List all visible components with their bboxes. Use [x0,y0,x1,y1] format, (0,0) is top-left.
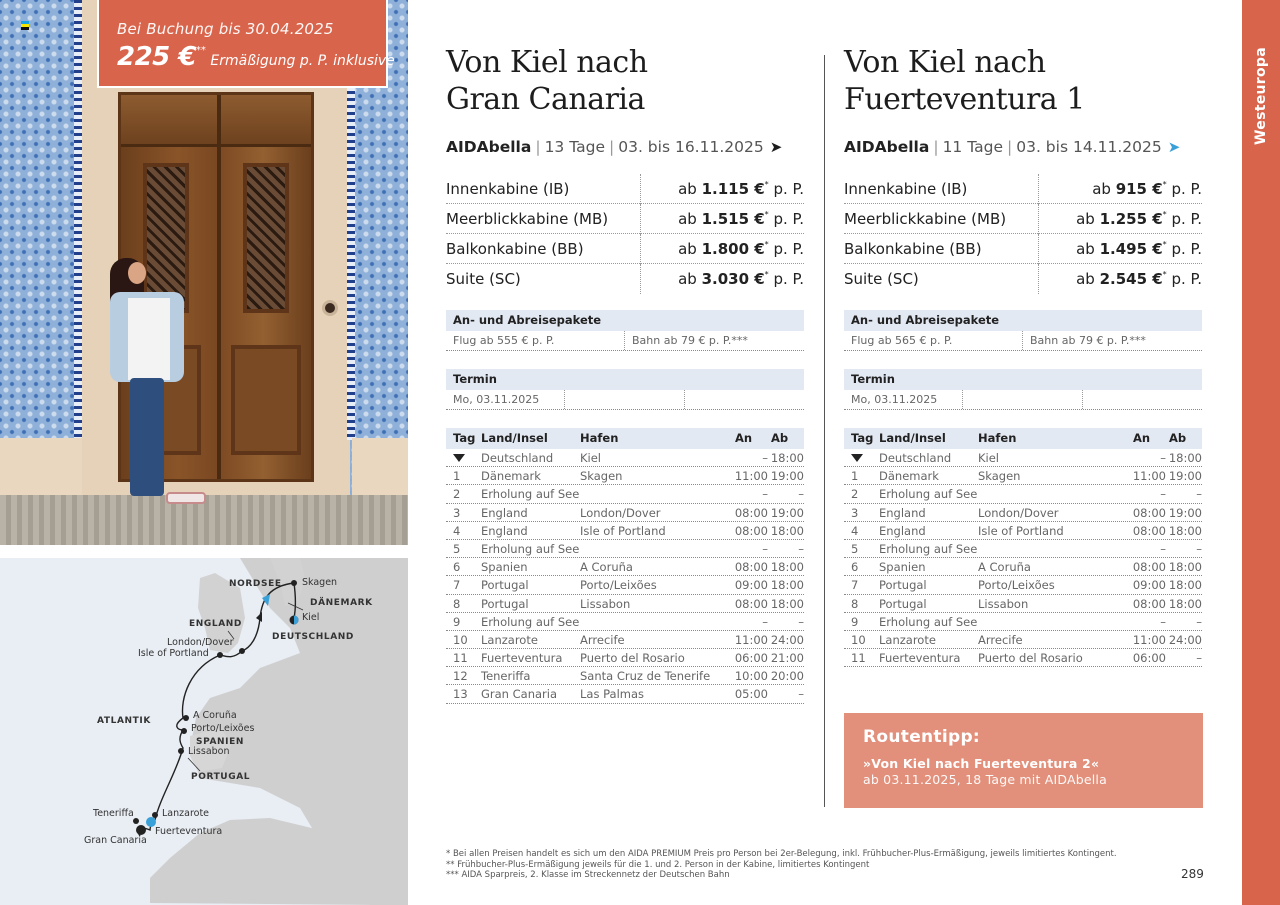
ship-name: AIDAbella [446,138,532,156]
arrival-cell: 08:00 [734,596,768,611]
day-cell: 1 [851,469,859,484]
day-cell: 8 [851,596,859,611]
itinerary-row [844,485,1202,503]
day-cell: 4 [851,523,859,538]
arrow-right-icon[interactable]: ➤ [769,138,783,156]
tile-border [74,0,82,440]
arrival-cell: – [762,451,768,465]
departure-cell: – [1196,651,1202,666]
print-color-mark-icon [21,21,29,30]
country-cell: Portugal [879,596,927,611]
day-cell: 4 [453,523,461,538]
country-cell: Fuerteventura [879,651,961,666]
itinerary-row [446,504,804,522]
departure-cell: 19:00 [1168,505,1202,520]
departure-cell: 19:00 [1168,469,1202,484]
itinerary-row [844,522,1202,540]
route-tip[interactable] [844,713,1203,808]
port-cell [580,485,733,502]
country-cell: Spanien [481,560,528,575]
country-cell: England [481,523,528,538]
day-cell [446,449,481,466]
country-cell: Lanzarote [879,632,936,647]
day-cell: 8 [453,596,461,611]
map-label-deutschland: DEUTSCHLAND [272,632,354,642]
departure-cell: 18:00 [1168,451,1202,465]
map-label-spanien: SPANIEN [196,737,244,747]
ship-info: AIDAbella | 11 Tage | 03. bis 14.11.2025 ➤ [844,138,1181,156]
departure-cell: 18:00 [770,523,804,538]
port-cell [580,540,733,557]
port-cell: Lissabon [580,596,631,611]
port-cell: London/Dover [978,505,1059,520]
day-cell: 6 [453,560,461,575]
map-label-coruna: A Coruña [193,710,237,721]
day-cell: 11 [453,651,468,666]
cruise-gran-canaria [446,44,804,704]
country-cell: Erholung auf See [879,541,978,556]
departure-date: Mo, 03.11.2025 [844,390,963,409]
departure-cell: 18:00 [1168,523,1202,538]
day-cell [844,449,879,466]
port-cell [978,485,1131,502]
map-label-portugal: PORTUGAL [191,772,251,782]
departure-cell: – [798,487,804,502]
departure-cell: 20:00 [770,669,804,684]
itinerary-row [844,449,1202,467]
port-cell: Arrecife [978,632,1023,647]
map-label-porto: Porto/Leixões [191,723,255,734]
price-table [446,174,804,294]
map-label-skagen: Skagen [302,577,338,588]
country-cell: Gran Canaria [481,687,558,702]
map-label-lanzarote: Lanzarote [162,808,210,819]
port-cell: Las Palmas [580,687,645,702]
arrival-cell: 09:00 [734,578,768,593]
country-cell: Spanien [879,560,926,575]
map-label-nordsee: NORDSEE [229,579,282,589]
departure-cell: 18:00 [770,451,804,465]
arrival-cell: – [762,614,768,629]
port-cell: Skagen [978,469,1021,484]
promo-deadline: Bei Buchung bis 30.04.2025 [117,20,334,38]
departure-cell: 24:00 [770,632,804,647]
route-tip-subtitle: ab 03.11.2025, 18 Tage mit AIDAbella [863,772,1107,787]
itinerary-row [844,649,1202,667]
arrival-cell: 08:00 [734,505,768,520]
map-label-fuerteventura: Fuerteventura [155,826,223,837]
day-cell: 5 [453,541,461,556]
arrival-cell: – [1160,487,1166,502]
itinerary-row [446,685,804,703]
arrival-cell: – [1160,451,1166,465]
itinerary-header: Tag Land/Insel Hafen An Ab [844,428,1202,449]
ship-info: AIDAbella | 13 Tage | 03. bis 16.11.2025 ➤ [446,138,783,156]
day-cell: 2 [851,487,859,502]
arrival-cell: 11:00 [1132,469,1166,484]
train-package: Bahn ab 79 € p. P.*** [632,334,748,347]
arrival-cell: 11:00 [734,632,768,647]
arrival-cell: 08:00 [734,560,768,575]
departure-cell: 18:00 [1168,578,1202,593]
price-row: Suite (SC) ab 2.545 €* p. P. [844,264,1202,294]
country-cell: Dänemark [879,469,939,484]
port-cell: Puerto del Rosario [580,651,685,666]
country-cell: Portugal [879,578,927,593]
map-label-london: London/Dover [167,637,234,648]
map-label-teneriffa: Teneriffa [93,808,134,819]
travel-dates: 03. bis 16.11.2025 [618,138,764,156]
itinerary-row [446,522,804,540]
port-cell: Puerto del Rosario [978,651,1083,666]
itinerary-row [446,467,804,485]
departure-triangle-icon [453,454,465,462]
early-booking-promo: Bei Buchung bis 30.04.2025 225 €** Ermäßigung p. P. inklusive [97,0,388,88]
port-cell: Porto/Leixões [580,578,657,593]
departure-cell: 24:00 [1168,632,1202,647]
itinerary-row [446,595,804,613]
arrival-cell: 08:00 [734,523,768,538]
departure-cell: 18:00 [770,596,804,611]
itinerary-row [844,558,1202,576]
country-cell: Erholung auf See [481,541,580,556]
map-label-kiel: Kiel [302,612,320,623]
departure-cell: – [798,687,804,702]
port-cell: A Coruña [580,560,633,575]
arrival-cell: 08:00 [1132,560,1166,575]
port-cell: Kiel [580,451,602,465]
train-package: Bahn ab 79 € p. P.*** [1030,334,1146,347]
itinerary-row [446,649,804,667]
itinerary-row [844,504,1202,522]
itinerary-table [446,428,804,704]
route-tip-title: »Von Kiel nach Fuerteventura 2« [863,756,1100,771]
itinerary-row [446,631,804,649]
country-cell: Deutschland [481,451,554,465]
doorbell [322,300,338,316]
port-cell [978,613,1131,630]
map-label-atlantik: ATLANTIK [97,716,151,726]
country-cell: Dänemark [481,469,541,484]
cruise-title: Von Kiel nach Fuerteventura 1 [844,45,1085,117]
day-cell: 3 [851,505,859,520]
travel-packages: An- und Abreisepakete Flug ab 565 € p. P. Bahn ab 79 € p. P.*** [844,310,1202,351]
price-row: Balkonkabine (BB) ab 1.800 €* p. P. [446,234,804,264]
arrival-cell: 08:00 [1132,505,1166,520]
country-cell: Teneriffa [481,669,531,684]
itinerary-row [446,485,804,503]
arrival-cell: 06:00 [1132,651,1166,666]
departure-dates: Termin Mo, 03.11.2025 [844,369,1202,410]
price-row: Balkonkabine (BB) ab 1.495 €* p. P. [844,234,1202,264]
departure-cell: 18:00 [1168,560,1202,575]
port-cell: A Coruña [978,560,1031,575]
port-cell: Kiel [978,451,1000,465]
arrival-cell: 05:00 [734,687,768,702]
port-cell: Skagen [580,469,623,484]
arrival-cell: 10:00 [734,669,768,684]
day-cell: 3 [453,505,461,520]
port-cell: Lissabon [978,596,1029,611]
itinerary-row [446,613,804,631]
itinerary-row [844,595,1202,613]
arrival-cell: – [762,487,768,502]
departure-triangle-icon [851,454,863,462]
departure-cell: 19:00 [770,505,804,520]
port-cell: Isle of Portland [978,523,1064,538]
port-cell [978,540,1131,557]
price-table [844,174,1202,294]
departure-cell: 18:00 [1168,596,1202,611]
route-map [0,558,408,905]
map-label-grancanaria: Gran Canaria [84,835,147,846]
itinerary-row [844,631,1202,649]
day-cell: 13 [453,687,468,702]
country-cell: Portugal [481,596,529,611]
travel-packages: An- und Abreisepakete Flug ab 555 € p. P. Bahn ab 79 € p. P.*** [446,310,804,351]
travel-dates: 03. bis 14.11.2025 [1016,138,1162,156]
price-row: Meerblickkabine (MB) ab 1.255 €* p. P. [844,204,1202,234]
itinerary-table [844,428,1202,667]
departure-cell: 18:00 [770,578,804,593]
day-cell: 10 [851,632,866,647]
departure-cell: 21:00 [770,651,804,666]
day-cell: 9 [851,614,859,629]
country-cell: Erholung auf See [879,487,978,502]
departure-cell: – [1196,487,1202,502]
country-cell: Deutschland [879,451,952,465]
page-number: 289 [1181,867,1204,881]
port-cell: Isle of Portland [580,523,666,538]
itinerary-row [844,540,1202,558]
country-cell: England [879,505,926,520]
ship-name: AIDAbella [844,138,930,156]
map-label-portland: Isle of Portland [138,648,209,659]
day-cell: 11 [851,651,866,666]
country-cell: Portugal [481,578,529,593]
day-cell: 12 [453,669,468,684]
port-cell: Santa Cruz de Tenerife [580,669,711,684]
itinerary-row [844,576,1202,594]
price-row: Meerblickkabine (MB) ab 1.515 €* p. P. [446,204,804,234]
cruise-fuerteventura [844,44,1202,667]
itinerary-row [446,540,804,558]
flight-package: Flug ab 565 € p. P. [844,331,1023,350]
day-cell: 1 [453,469,461,484]
port-cell: Arrecife [580,632,625,647]
country-cell: Erholung auf See [879,614,978,629]
departure-cell: 18:00 [770,560,804,575]
day-cell: 10 [453,632,468,647]
duration: 13 Tage [544,138,605,156]
port-cell: Porto/Leixões [978,578,1055,593]
cruise-title: Von Kiel nach Gran Canaria [446,45,648,117]
day-cell: 9 [453,614,461,629]
footnotes: * Bei allen Preisen handelt es sich um den AIDA PREMIUM Preis pro Person bei 2er-Belegung, inkl. Frühbucher-Plus-Ermäßigung, jeweils limitiertes Kontingent. ** Frühbucher-Plus-Ermäßigung jeweils für die 1. und 2. Person in der Kabine, limitiertes Kontingent *** AIDA Sparpreis, 2. Klasse im Streckennetz der Deutschen Bahn [446,849,1117,880]
itinerary-row [446,449,804,467]
departure-cell: – [798,541,804,556]
port-cell: London/Dover [580,505,661,520]
departure-dates: Termin Mo, 03.11.2025 [446,369,804,410]
arrival-cell: 08:00 [1132,596,1166,611]
arrow-right-icon[interactable]: ➤ [1167,138,1181,156]
arrival-cell: – [1160,541,1166,556]
departure-cell: – [798,614,804,629]
region-tab-label[interactable]: Westeuropa [1253,46,1269,145]
departure-date: Mo, 03.11.2025 [446,390,565,409]
itinerary-row [844,467,1202,485]
departure-cell: 19:00 [770,469,804,484]
itinerary-header: Tag Land/Insel Hafen An Ab [446,428,804,449]
itinerary-row [844,613,1202,631]
column-divider [824,55,825,807]
country-cell: England [879,523,926,538]
arrival-cell: 11:00 [1132,632,1166,647]
country-cell: Erholung auf See [481,487,580,502]
map-label-lissabon: Lissabon [188,746,230,757]
arrival-cell: 08:00 [1132,523,1166,538]
port-cell [580,613,733,630]
departure-cell: – [1196,541,1202,556]
day-cell: 7 [453,578,461,593]
flight-package: Flug ab 555 € p. P. [446,331,625,350]
country-cell: England [481,505,528,520]
departure-cell: – [1196,614,1202,629]
itinerary-row [446,558,804,576]
map-label-england: ENGLAND [189,619,242,629]
duration: 11 Tage [942,138,1003,156]
price-row: Innenkabine (IB) ab 1.115 €* p. P. [446,174,804,204]
day-cell: 7 [851,578,859,593]
arrival-cell: – [1160,614,1166,629]
day-cell: 5 [851,541,859,556]
country-cell: Erholung auf See [481,614,580,629]
price-row: Suite (SC) ab 3.030 €* p. P. [446,264,804,294]
country-cell: Lanzarote [481,632,538,647]
arrival-cell: 11:00 [734,469,768,484]
itinerary-row [446,667,804,685]
arrival-cell: 09:00 [1132,578,1166,593]
route-tip-heading: Routentipp: [863,727,981,747]
day-cell: 2 [453,487,461,502]
itinerary-row [446,576,804,594]
promo-text: Ermäßigung p. P. inklusive [210,53,395,69]
day-cell: 6 [851,560,859,575]
price-row: Innenkabine (IB) ab 915 €* p. P. [844,174,1202,204]
promo-amount: 225 € [117,42,196,72]
arrival-cell: 06:00 [734,651,768,666]
country-cell: Fuerteventura [481,651,563,666]
arrival-cell: – [762,541,768,556]
map-label-daenemark: DÄNEMARK [310,598,373,608]
